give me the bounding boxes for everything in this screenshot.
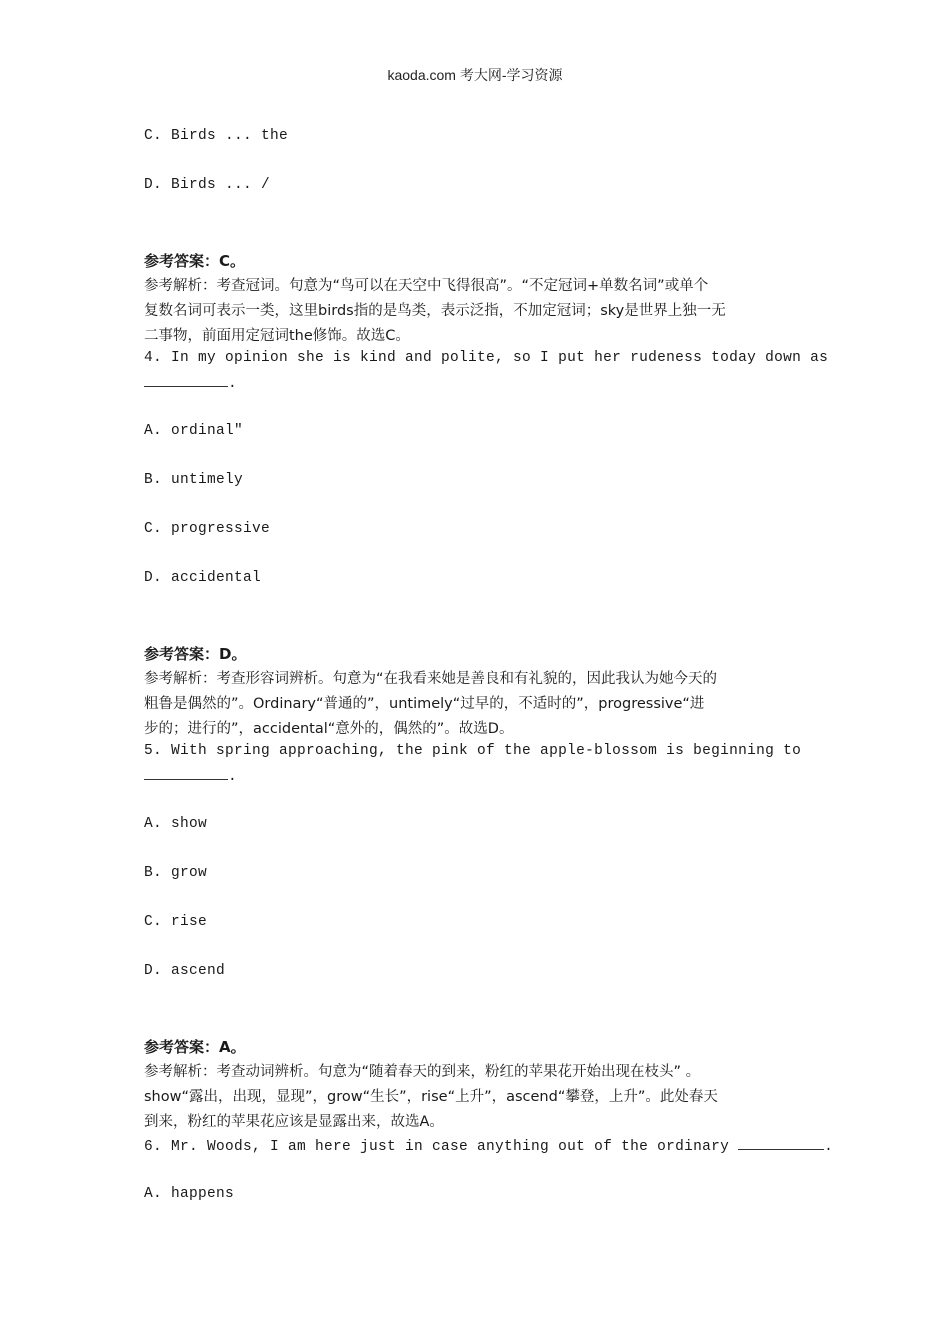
q6-stem-period: .	[824, 1139, 834, 1155]
q4-explanation-line-3: 步的；进行的”，accidental“意外的，偶然的”。故选D。	[144, 721, 514, 737]
q5-answer: 参考答案：A。	[144, 1038, 246, 1056]
q5-option-b: B. grow	[144, 865, 208, 881]
q5-option-d: D. ascend	[144, 963, 226, 979]
q6-stem-text: 6. Mr. Woods, I am here just in case anything out of the ordinary	[144, 1139, 730, 1155]
q5-stem-line-2	[144, 767, 237, 785]
q6-stem	[144, 1137, 833, 1155]
q4-explanation-line-1: 参考解析：考查形容词辨析。句意为“在我看来她是善良和有礼貌的，因此我认为她今天的	[144, 671, 718, 687]
q5-explanation-line-2: show“露出，出现，显现”，grow“生长”，rise“上升”，ascend“攀登，上升”。此处春天	[144, 1089, 718, 1105]
answer-blank	[144, 374, 228, 387]
q3-option-c: C. Birds ... the	[144, 128, 289, 144]
answer-blank	[144, 767, 228, 780]
q3-answer: 参考答案：C。	[144, 252, 246, 270]
page-header: kaoda.com 考大网-学习资源	[387, 67, 563, 83]
q4-option-b: B. untimely	[144, 472, 244, 488]
q4-option-a: A. ordinal″	[144, 423, 244, 439]
q4-stem-line-1: 4. In my opinion she is kind and polite, so I put her rudeness today down as	[144, 350, 829, 366]
q5-stem-period: .	[228, 769, 238, 785]
q3-explanation-line-3: 二事物，前面用定冠词the修饰。故选C。	[144, 328, 410, 344]
q4-stem-period: .	[228, 376, 238, 392]
q5-option-a: A. show	[144, 816, 208, 832]
q4-answer: 参考答案：D。	[144, 645, 247, 663]
q4-explanation-line-2: 粗鲁是偶然的”。Ordinary“普通的”，untimely“过早的，不适时的”，progressive“进	[144, 696, 705, 712]
q3-explanation-line-2: 复数名词可表示一类，这里birds指的是鸟类，表示泛指，不加定冠词；sky是世界上独一无	[144, 303, 726, 319]
q4-option-d: D. accidental	[144, 570, 262, 586]
q3-explanation-line-1: 参考解析：考查冠词。句意为“鸟可以在天空中飞得很高”。“不定冠词+单数名词”或单个	[144, 278, 709, 294]
q6-option-a: A. happens	[144, 1186, 235, 1202]
q4-stem-line-2	[144, 374, 237, 392]
q5-option-c: C. rise	[144, 914, 208, 930]
q5-explanation-line-1: 参考解析：考查动词辨析。句意为“随着春天的到来，粉红的苹果花开始出现在枝头” 。	[144, 1064, 701, 1080]
q3-option-d: D. Birds ... /	[144, 177, 271, 193]
q5-explanation-line-3: 到来，粉红的苹果花应该是显露出来，故选A。	[144, 1114, 444, 1130]
q5-stem-line-1: 5. With spring approaching, the pink of the apple-blossom is beginning to	[144, 743, 802, 759]
answer-blank	[738, 1137, 824, 1150]
q4-option-c: C. progressive	[144, 521, 271, 537]
